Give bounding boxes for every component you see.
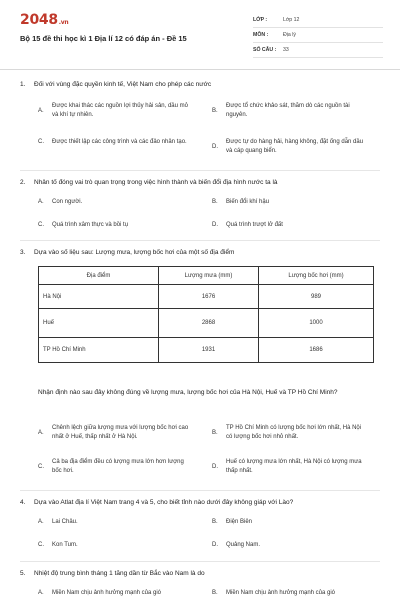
option-text: Huế có lượng mưa lớn nhất, Hà Nội có lượng mưa thấp nhất. xyxy=(226,459,362,474)
option-text: Quá trình xâm thực và bồi tụ xyxy=(52,222,129,228)
option-letter: C. xyxy=(38,139,44,145)
option-text: Được khai thác các nguồn lợi thủy hải sản, dầu mỏ và khí tự nhiên. xyxy=(52,103,188,118)
option-d[interactable] xyxy=(212,138,366,156)
meta-row-count xyxy=(253,43,383,58)
option-c[interactable] xyxy=(38,138,192,147)
question-number: 3. xyxy=(20,249,26,256)
question-5 xyxy=(20,569,380,578)
question-divider xyxy=(20,561,380,562)
table-cell: 2868 xyxy=(159,309,259,338)
option-a[interactable] xyxy=(38,424,192,442)
option-text: Con người. xyxy=(52,199,83,205)
option-text: Điện Biên xyxy=(226,519,253,525)
table-cell: 989 xyxy=(259,285,374,309)
option-text: Miền Nam chịu ảnh hưởng mạnh của gió xyxy=(52,590,162,596)
table-cell: Huế xyxy=(39,309,159,338)
question-divider xyxy=(20,490,380,491)
document-meta xyxy=(253,13,383,58)
option-letter: A. xyxy=(38,590,44,596)
meta-label: MÔN : xyxy=(253,32,269,38)
option-b[interactable] xyxy=(212,424,366,442)
option-text: Miền Nam chịu ảnh hưởng mạnh của gió xyxy=(226,590,336,596)
option-letter: C. xyxy=(38,463,44,470)
option-d[interactable] xyxy=(212,221,366,230)
option-text: Được thiết lập các công trình và các đảo nhân tạo. xyxy=(52,139,187,145)
option-letter: D. xyxy=(212,463,218,470)
table-cell: 1676 xyxy=(159,285,259,309)
option-letter: D. xyxy=(212,143,218,150)
table-header-cell: Lượng bốc hơi (mm) xyxy=(259,267,374,285)
meta-value: Địa lý xyxy=(283,32,296,38)
option-a[interactable] xyxy=(38,102,192,120)
option-b[interactable] xyxy=(212,102,366,120)
meta-row-class xyxy=(253,13,383,28)
option-letter: B. xyxy=(212,429,218,436)
option-letter: B. xyxy=(212,590,218,596)
meta-value: Lớp 12 xyxy=(283,17,300,23)
option-letter: A. xyxy=(38,429,44,436)
meta-label: LỚP : xyxy=(253,17,268,23)
question-text: Dựa vào Atlat địa lí Việt Nam trang 4 và 5, cho biết tỉnh nào dưới đây không giáp với Lào? xyxy=(34,499,294,506)
option-text: Quảng Nam. xyxy=(226,542,261,548)
page-header xyxy=(0,0,400,70)
option-b[interactable] xyxy=(212,518,366,527)
table-header-cell: Lượng mưa (mm) xyxy=(159,267,259,285)
option-letter: B. xyxy=(212,199,218,205)
option-a[interactable] xyxy=(38,518,192,527)
question-number: 2. xyxy=(20,179,26,186)
option-text: Cả ba địa điểm đều có lượng mưa lớn hơn lượng bốc hơi. xyxy=(52,459,184,474)
question-number: 5. xyxy=(20,570,26,577)
data-table xyxy=(38,266,374,363)
table-header-cell: Địa điểm xyxy=(39,267,159,285)
option-text: Lai Châu. xyxy=(52,519,78,525)
option-b[interactable] xyxy=(212,198,366,207)
meta-row-subject xyxy=(253,28,383,43)
option-letter: A. xyxy=(38,519,44,525)
option-d[interactable] xyxy=(212,541,366,550)
table-cell: 1686 xyxy=(259,338,374,363)
option-b[interactable] xyxy=(212,589,366,598)
question-number: 4. xyxy=(20,499,26,506)
table-cell: 1000 xyxy=(259,309,374,338)
question-1 xyxy=(20,80,380,89)
question-2 xyxy=(20,178,380,187)
option-letter: B. xyxy=(212,107,218,114)
question-text: Nhân tố đóng vai trò quan trọng trong việc hình thành và biến đổi địa hình nước ta là xyxy=(34,179,278,186)
question-divider xyxy=(20,240,380,241)
document-title: Bộ 15 đề thi học kì 1 Địa lí 12 có đáp án - Đề 15 xyxy=(20,34,187,43)
logo-text: 2048 xyxy=(20,12,58,28)
option-c[interactable] xyxy=(38,458,192,476)
option-text: Quá trình trượt lở đất xyxy=(226,222,283,228)
logo-suffix: .vn xyxy=(58,19,69,26)
site-logo[interactable] xyxy=(20,12,68,28)
question-3-prompt xyxy=(38,388,378,397)
option-text: Biến đổi khí hậu xyxy=(226,199,270,205)
option-text: Kon Tum. xyxy=(52,542,78,548)
option-letter: A. xyxy=(38,199,44,205)
question-text: Nhiệt độ trung bình tháng 1 tăng dần từ Bắc vào Nam là do xyxy=(34,570,205,577)
question-4 xyxy=(20,498,380,507)
option-a[interactable] xyxy=(38,589,192,598)
table-cell: TP Hồ Chí Minh xyxy=(39,338,159,363)
table-row xyxy=(39,309,374,338)
option-letter: C. xyxy=(38,542,44,548)
question-number: 1. xyxy=(20,81,26,88)
option-letter: C. xyxy=(38,222,44,228)
question-text: Dựa vào số liệu sau: Lượng mưa, lượng bốc hơi của một số địa điểm xyxy=(34,249,235,256)
table-row xyxy=(39,338,374,363)
question-3 xyxy=(20,248,380,257)
option-c[interactable] xyxy=(38,221,192,230)
table-cell: Hà Nội xyxy=(39,285,159,309)
option-text: Được tự do hàng hải, hàng không, đặt ống dẫn dầu và cáp quang biển. xyxy=(226,139,364,154)
question-text: Nhận định nào sau đây không đúng về lượng mưa, lượng bốc hơi của Hà Nội, Huế và TP Hồ Chí Minh? xyxy=(38,389,338,396)
option-c[interactable] xyxy=(38,541,192,550)
option-text: TP Hồ Chí Minh có lượng bốc hơi lớn nhất, Hà Nội có lượng bốc hơi nhỏ nhất. xyxy=(226,425,362,440)
option-letter: D. xyxy=(212,222,218,228)
option-a[interactable] xyxy=(38,198,192,207)
question-text: Đối với vùng đặc quyền kinh tế, Việt Nam cho phép các nước xyxy=(34,81,212,88)
option-letter: B. xyxy=(212,519,218,525)
table-row xyxy=(39,285,374,309)
option-text: Chênh lệch giữa lượng mưa với lượng bốc hơi cao nhất ở Huế, thấp nhất ở Hà Nội. xyxy=(52,425,189,440)
option-d[interactable] xyxy=(212,458,366,476)
meta-label: SỐ CÂU : xyxy=(253,47,277,53)
table-cell: 1931 xyxy=(159,338,259,363)
question-divider xyxy=(20,170,380,171)
table-header-row xyxy=(39,267,374,285)
option-letter: D. xyxy=(212,542,218,548)
meta-value: 33 xyxy=(283,47,289,53)
option-letter: A. xyxy=(38,107,44,114)
option-text: Được tổ chức khảo sát, thăm dò các nguồn tài nguyên. xyxy=(226,103,350,118)
